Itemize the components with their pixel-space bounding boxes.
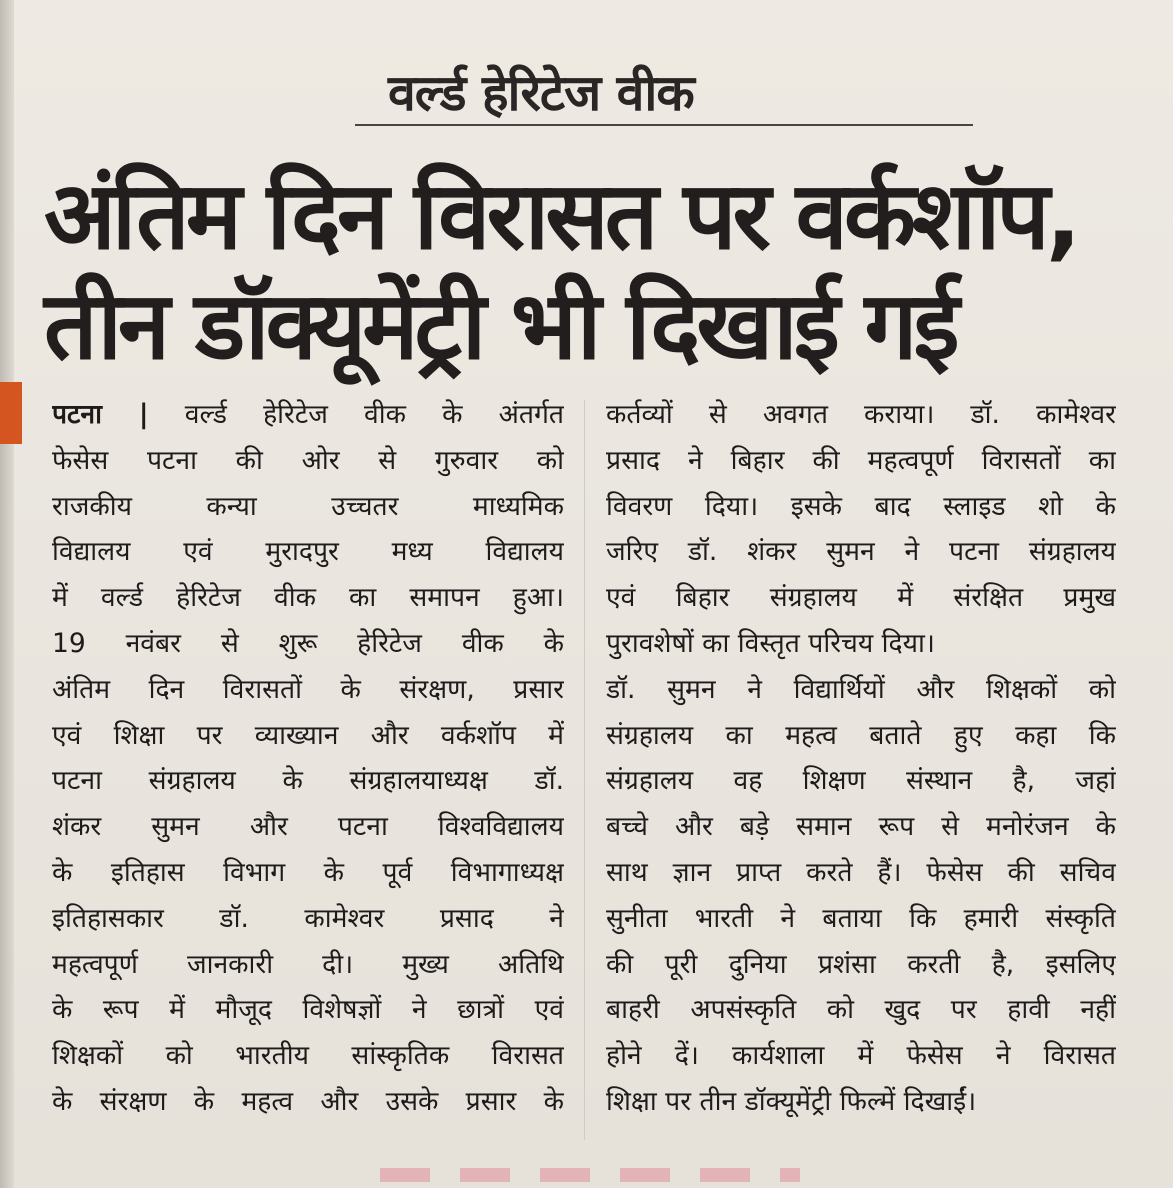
text-line: पटना संग्रहालय के संग्रहालयाध्यक्ष डॉ. [52, 765, 564, 797]
text-line: विवरण दिया। इसके बाद स्लाइड शो के [606, 490, 1116, 522]
article-kicker: वर्ल्ड हेरिटेज वीक [388, 64, 694, 122]
text-line: अंतिम दिन विरासतों के संरक्षण, प्रसार [52, 673, 564, 705]
text-line-content: वर्ल्ड हेरिटेज वीक के अंतर्गत [184, 399, 564, 430]
text-line: जरिए डॉ. शंकर सुमन ने पटना संग्रहालय [606, 536, 1116, 568]
text-line: राजकीय कन्या उच्चतर माध्यमिक [52, 490, 564, 522]
section-accent-bar [0, 382, 22, 444]
headline-line-2: तीन डॉक्यूमेंट्री भी दिखाई गई [44, 272, 956, 381]
body-column-left [52, 392, 564, 1125]
text-line: में वर्ल्ड हेरिटेज वीक का समापन हुआ। [52, 582, 564, 614]
next-article-edge [380, 1168, 800, 1182]
text-line: बाहरी अपसंस्कृति को खुद पर हावी नहीं [606, 994, 1116, 1026]
text-line: सुनीता भारती ने बताया कि हमारी संस्कृति [606, 902, 1116, 934]
text-line: साथ ज्ञान प्राप्त करते हैं। फेसेस की सचिव [606, 856, 1116, 888]
text-line: 19 नवंबर से शुरू हेरिटेज वीक के [52, 627, 564, 659]
text-line: के इतिहास विभाग के पूर्व विभागाध्यक्ष [52, 856, 564, 888]
text-line: महत्वपूर्ण जानकारी दी। मुख्य अतिथि [52, 948, 564, 980]
text-line: प्रसाद ने बिहार की महत्वपूर्ण विरासतों का [606, 444, 1116, 476]
text-line: संग्रहालय वह शिक्षण संस्थान है, जहां [606, 765, 1116, 797]
text-line: इतिहासकार डॉ. कामेश्वर प्रसाद ने [52, 902, 564, 934]
text-line: की पूरी दुनिया प्रशंसा करती है, इसलिए [606, 948, 1116, 980]
text-line: शिक्षकों को भारतीय सांस्कृतिक विरासत [52, 1040, 564, 1072]
text-line: शंकर सुमन और पटना विश्वविद्यालय [52, 811, 564, 843]
text-line: विद्यालय एवं मुरादपुर मध्य विद्यालय [52, 536, 564, 568]
text-line: पुरावशेषों का विस्तृत परिचय दिया। [606, 627, 935, 659]
text-line: बच्चे और बड़े समान रूप से मनोरंजन के [606, 811, 1116, 843]
text-line: फेसेस पटना की ओर से गुरुवार को [52, 444, 564, 476]
page-fold-shadow [0, 0, 14, 1188]
text-line: एवं शिक्षा पर व्याख्यान और वर्कशॉप में [52, 719, 564, 751]
text-line: कर्तव्यों से अवगत कराया। डॉ. कामेश्वर [606, 399, 1116, 430]
text-line: एवं बिहार संग्रहालय में संरक्षित प्रमुख [606, 582, 1116, 614]
dateline: पटना | [52, 399, 149, 430]
text-line: डॉ. सुमन ने विद्यार्थियों और शिक्षकों को [606, 673, 1116, 705]
text-line [52, 392, 564, 438]
text-line: के रूप में मौजूद विशेषज्ञों ने छात्रों एवं [52, 994, 564, 1026]
text-line: शिक्षा पर तीन डॉक्यूमेंट्री फिल्में दिखाईं। [606, 1085, 977, 1117]
headline-line-1: अंतिम दिन विरासत पर वर्कशॉप, [44, 162, 1078, 271]
text-line: होने दें। कार्यशाला में फेसेस ने विरासत [606, 1040, 1116, 1072]
kicker-underline [355, 124, 973, 126]
text-line: के संरक्षण के महत्व और उसके प्रसार के [52, 1085, 564, 1117]
text-line: संग्रहालय का महत्व बताते हुए कहा कि [606, 719, 1116, 751]
body-column-right [606, 392, 1116, 1125]
column-divider [584, 400, 585, 1140]
